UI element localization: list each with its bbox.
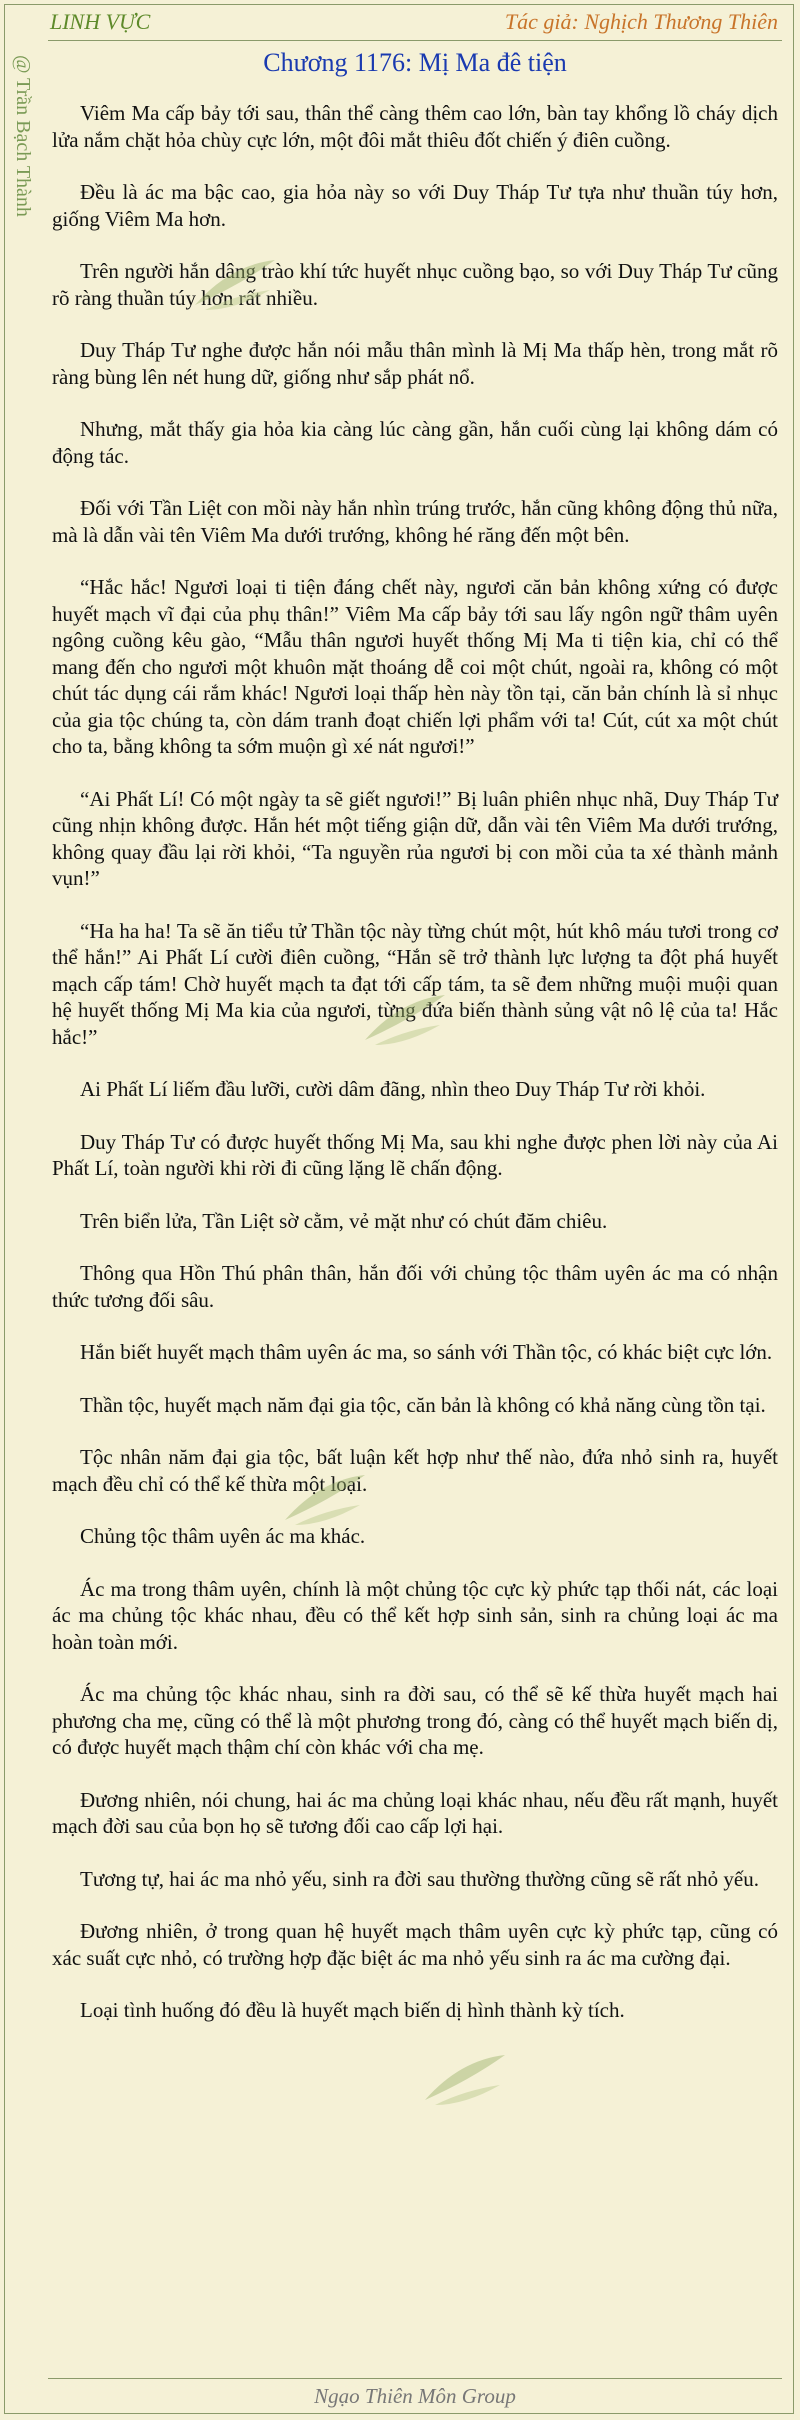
paragraph: Tộc nhân năm đại gia tộc, bất luận kết hợp như thế nào, đứa nhỏ sinh ra, huyết mạch đều chỉ có thể kế thừa một loại. [52, 1445, 778, 1496]
paragraph: Đương nhiên, nói chung, hai ác ma chủng loại khác nhau, nếu đều rất mạnh, huyết mạch đời sau của bọn họ sẽ tương đối cao cấp lợi hại. [52, 1787, 778, 1838]
paragraph: Ác ma trong thâm uyên, chính là một chủng tộc cực kỳ phức tạp thối nát, các loại ác ma chủng tộc khác nhau, đều có thể kết hợp sinh sản, sinh ra chủng loại ác ma hoàn toàn mới. [52, 1576, 778, 1654]
paragraph: Trên biển lửa, Tần Liệt sờ cằm, vẻ mặt như có chút đăm chiêu. [80, 1208, 608, 1233]
page-header [50, 6, 778, 38]
paragraph: Nhưng, mắt thấy gia hỏa kia càng lúc càng gần, hắn cuối cùng lại không dám có động tác. [52, 417, 778, 468]
paragraph: “Ha ha ha! Ta sẽ ăn tiểu tử Thần tộc này từng chút một, hút khô máu tươi trong cơ thể hắn!” Ai Phất Lí cười điên cuồng, “Hắn sẽ trở thành lực lượng ta đột phá huyết mạch cấp tám! Chờ huyết mạch ta đạt tới cấp tám, ta sẽ đem những muội muội quan hệ huyết thống Mị Ma kia của ngươi, từng đứa biến thành sủng vật nô lệ của ta! Hắc hắc!” [52, 918, 778, 1049]
side-credit-text: @ Trần Bạch Thành [12, 55, 34, 217]
paragraph: Loại tình huống đó đều là huyết mạch biến dị hình thành kỳ tích. [80, 1998, 625, 2022]
paragraph: Duy Tháp Tư có được huyết thống Mị Ma, sau khi nghe được phen lời này của Ai Phất Lí, toàn người khi rời đi cũng lặng lẽ chấn động. [52, 1129, 778, 1180]
paragraph: Hắn biết huyết mạch thâm uyên ác ma, so sánh với Thần tộc, có khác biệt cực lớn. [80, 1340, 773, 1364]
chapter-title: Chương 1176: Mị Ma đê tiện [263, 48, 567, 77]
paragraph: Đối với Tần Liệt con mồi này hắn nhìn trúng trước, hắn cũng không động thủ nữa, mà là dẫn vài tên Viêm Ma dưới trướng, không hé răng đến một bên. [52, 496, 778, 547]
paragraph: Duy Tháp Tư nghe được hắn nói mẫu thân mình là Mị Ma thấp hèn, trong mắt rõ ràng bùng lên nét hung dữ, giống như sắp phát nổ. [52, 338, 778, 389]
paragraph: Chủng tộc thâm uyên ác ma khác. [80, 1524, 366, 1548]
category-label: LINH VỰC [50, 9, 151, 34]
paragraph: Trên người hắn dâng trào khí tức huyết nhục cuồng bạo, so với Duy Tháp Tư cũng rõ ràng thuần túy hơn rất nhiều. [52, 259, 778, 310]
footer-divider [48, 2378, 782, 2379]
paragraph: Ác ma chủng tộc khác nhau, sinh ra đời sau, có thể sẽ kế thừa huyết mạch hai phương cha mẹ, cũng có thể là một phương trong đó, càng có thể huyết mạch biến dị, có được huyết mạch thậm chí còn khác với cha mẹ. [52, 1682, 778, 1759]
paragraph: Đương nhiên, ở trong quan hệ huyết mạch thâm uyên cực kỳ phức tạp, cũng có xác suất cực nhỏ, có trường hợp đặc biệt ác ma nhỏ yếu sinh ra ác ma cường đại. [52, 1919, 778, 1970]
paragraph: Thần tộc, huyết mạch năm đại gia tộc, căn bản là không có khả năng cùng tồn tại. [80, 1392, 766, 1417]
side-credit [8, 55, 38, 275]
paragraph: Tương tự, hai ác ma nhỏ yếu, sinh ra đời sau thường thường cũng sẽ rất nhỏ yếu. [80, 1866, 759, 1891]
paragraph: “Hắc hắc! Ngươi loại ti tiện đáng chết này, ngươi căn bản không xứng có được huyết mạch vĩ đại của phụ thân!” Viêm Ma cấp bảy tới sau lấy ngôn ngữ thâm uyên ngông cuồng kêu gào, “Mẫu thân ngươi huyết thống Mị Ma ti tiện kia, chỉ có thể mang đến cho ngươi một khuôn mặt thoáng dễ coi một chút, ngoài ra, không có một chút tác dụng cái rắm khác! Ngươi loại thấp hèn này tồn tại, căn bản chính là sỉ nhục của gia tộc chúng ta, còn dám tranh đoạt chiến lợi phẩm với ta! Cút, cút xa một chút cho ta, bằng không ta sớm muộn gì xé nát ngươi!” [52, 575, 778, 758]
page-footer: Ngạo Thiên Môn Group [314, 2384, 516, 2408]
chapter-body [52, 100, 778, 2050]
paragraph: Thông qua Hồn Thú phân thân, hắn đối với chủng tộc thâm uyên ác ma có nhận thức tương đối sâu. [52, 1261, 778, 1312]
paragraph: Ai Phất Lí liếm đầu lưỡi, cười dâm đãng, nhìn theo Duy Tháp Tư rời khỏi. [80, 1077, 706, 1101]
header-divider [48, 40, 782, 41]
paragraph: Viêm Ma cấp bảy tới sau, thân thể càng thêm cao lớn, bàn tay khổng lồ cháy dịch lửa nắm chặt hỏa chùy cực lớn, một đôi mắt thiêu đốt chiến ý điên cuồng. [52, 101, 778, 152]
author-label: Tác giả: Nghịch Thương Thiên [504, 9, 778, 34]
paragraph: “Ai Phất Lí! Có một ngày ta sẽ giết ngươi!” Bị luân phiên nhục nhã, Duy Tháp Tư cũng nhịn không được. Hắn hét một tiếng giận dữ, dẫn vài tên Viêm Ma dưới trướng, không quay đầu lại rời khỏi, “Ta nguyền rủa ngươi bị con mồi của ta xé thành mảnh vụn!” [52, 786, 778, 890]
paragraph: Đều là ác ma bậc cao, gia hỏa này so với Duy Tháp Tư tựa như thuần túy hơn, giống Viêm Ma hơn. [52, 180, 778, 231]
